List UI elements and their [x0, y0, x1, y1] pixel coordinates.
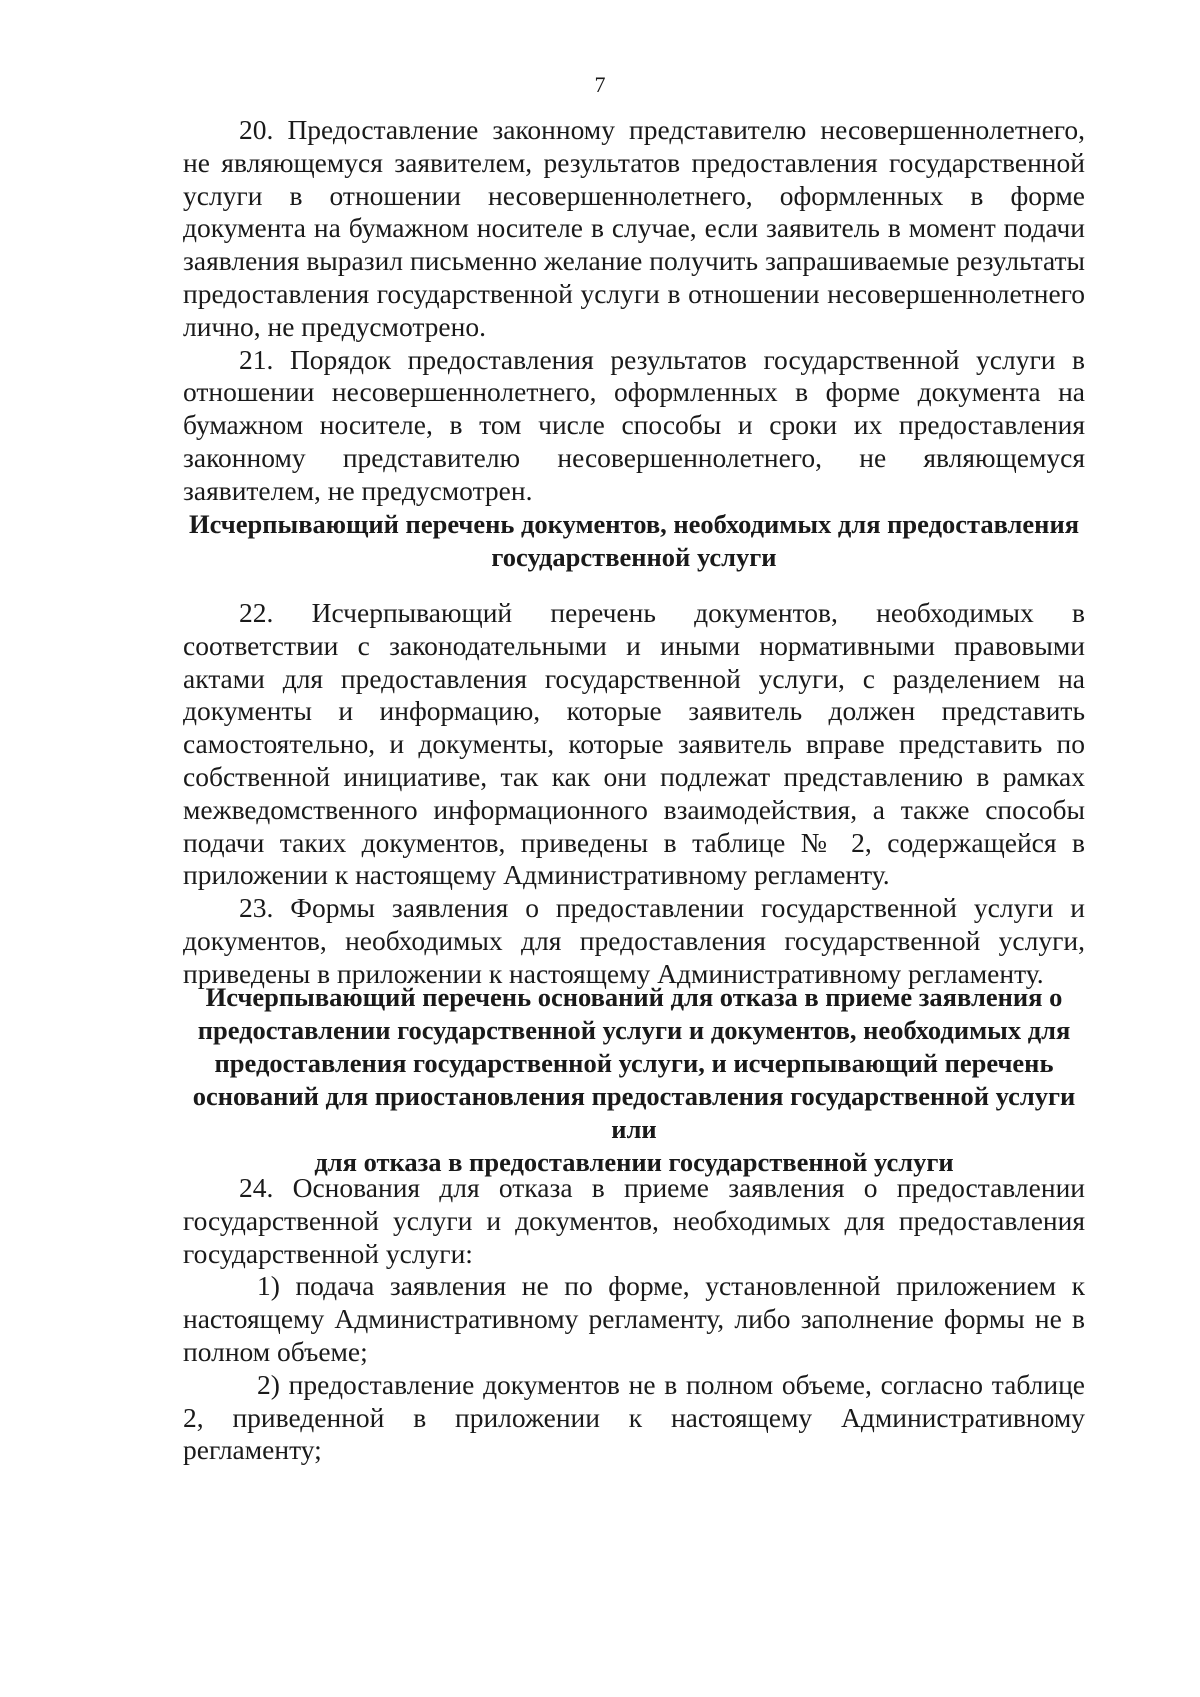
heading-line: предоставления государственной услуги, и исчерпывающий перечень: [214, 1048, 1054, 1078]
list-item-1: 1) подача заявления не по форме, установленной приложением к настоящему Административному регламенту, либо заполнение формы не в полном объеме;: [183, 1270, 1085, 1367]
paragraph-23: 23. Формы заявления о предоставлении государственной услуги и документов, необходимых для предоставления государственной услуги, приведены в приложении к настоящему Административному регламенту.: [183, 892, 1085, 989]
list-item-2: 2) предоставление документов не в полном объеме, согласно таблице 2, приведенной в приложении к настоящему Административному регламенту;: [183, 1368, 1085, 1466]
section-block-2: [183, 597, 1085, 991]
heading-line: предоставлении государственной услуги и документов, необходимых для: [197, 1015, 1071, 1045]
heading-refusal-grounds: [183, 981, 1085, 1179]
paragraph-20: 20. Предоставление законному представителю несовершеннолетнего, не являющемуся заявителем, результатов предоставления государственной услуги в отношении несовершеннолетнего, оформленных в форме документа на бумажном носителе в случае, если заявитель в момент подачи заявления выразил письменно желание получить запрашиваемые результаты предоставления государственной услуги в отношении несовершеннолетнего лично, не предусмотрено.: [183, 114, 1085, 342]
heading-line: Исчерпывающий перечень оснований для отказа в приеме заявления о: [205, 982, 1063, 1012]
paragraph-22: 22. Исчерпывающий перечень документов, необходимых в соответствии с законодательными и иными нормативными правовыми актами для предоставления государственной услуги, с разделением на документы и информацию, которые заявитель должен представить самостоятельно, и документы, которые заявитель вправе представить по собственной инициативе, так как они подлежат представлению в рамках межведомственного информационного взаимодействия, а также способы подачи таких документов, приведены в таблице № 2, содержащейся в приложении к настоящему Административному регламенту.: [183, 597, 1085, 891]
heading-line: для отказа в предоставлении государственной услуги: [314, 1147, 954, 1177]
paragraph-21: 21. Порядок предоставления результатов государственной услуги в отношении несовершеннолетнего, оформленных в форме документа на бумажном носителе, в том числе способы и сроки их предоставления законному представителю несовершеннолетнего, не являющемуся заявителем, не предусмотрен.: [183, 343, 1085, 506]
heading-line: Исчерпывающий перечень документов, необходимых для предоставления: [188, 509, 1080, 539]
paragraph-24: 24. Основания для отказа в приеме заявления о предоставлении государственной услуги и документов, необходимых для предоставления государственной услуги:: [183, 1172, 1085, 1269]
heading-documents-list: [183, 508, 1085, 574]
page-number: 7: [594, 72, 606, 97]
section-block-3: [183, 1172, 1085, 1467]
heading-line: государственной услуги: [491, 542, 777, 572]
heading-line: оснований для приостановления предоставления государственной услуги или: [192, 1081, 1076, 1144]
section-block-1: [183, 114, 1085, 508]
